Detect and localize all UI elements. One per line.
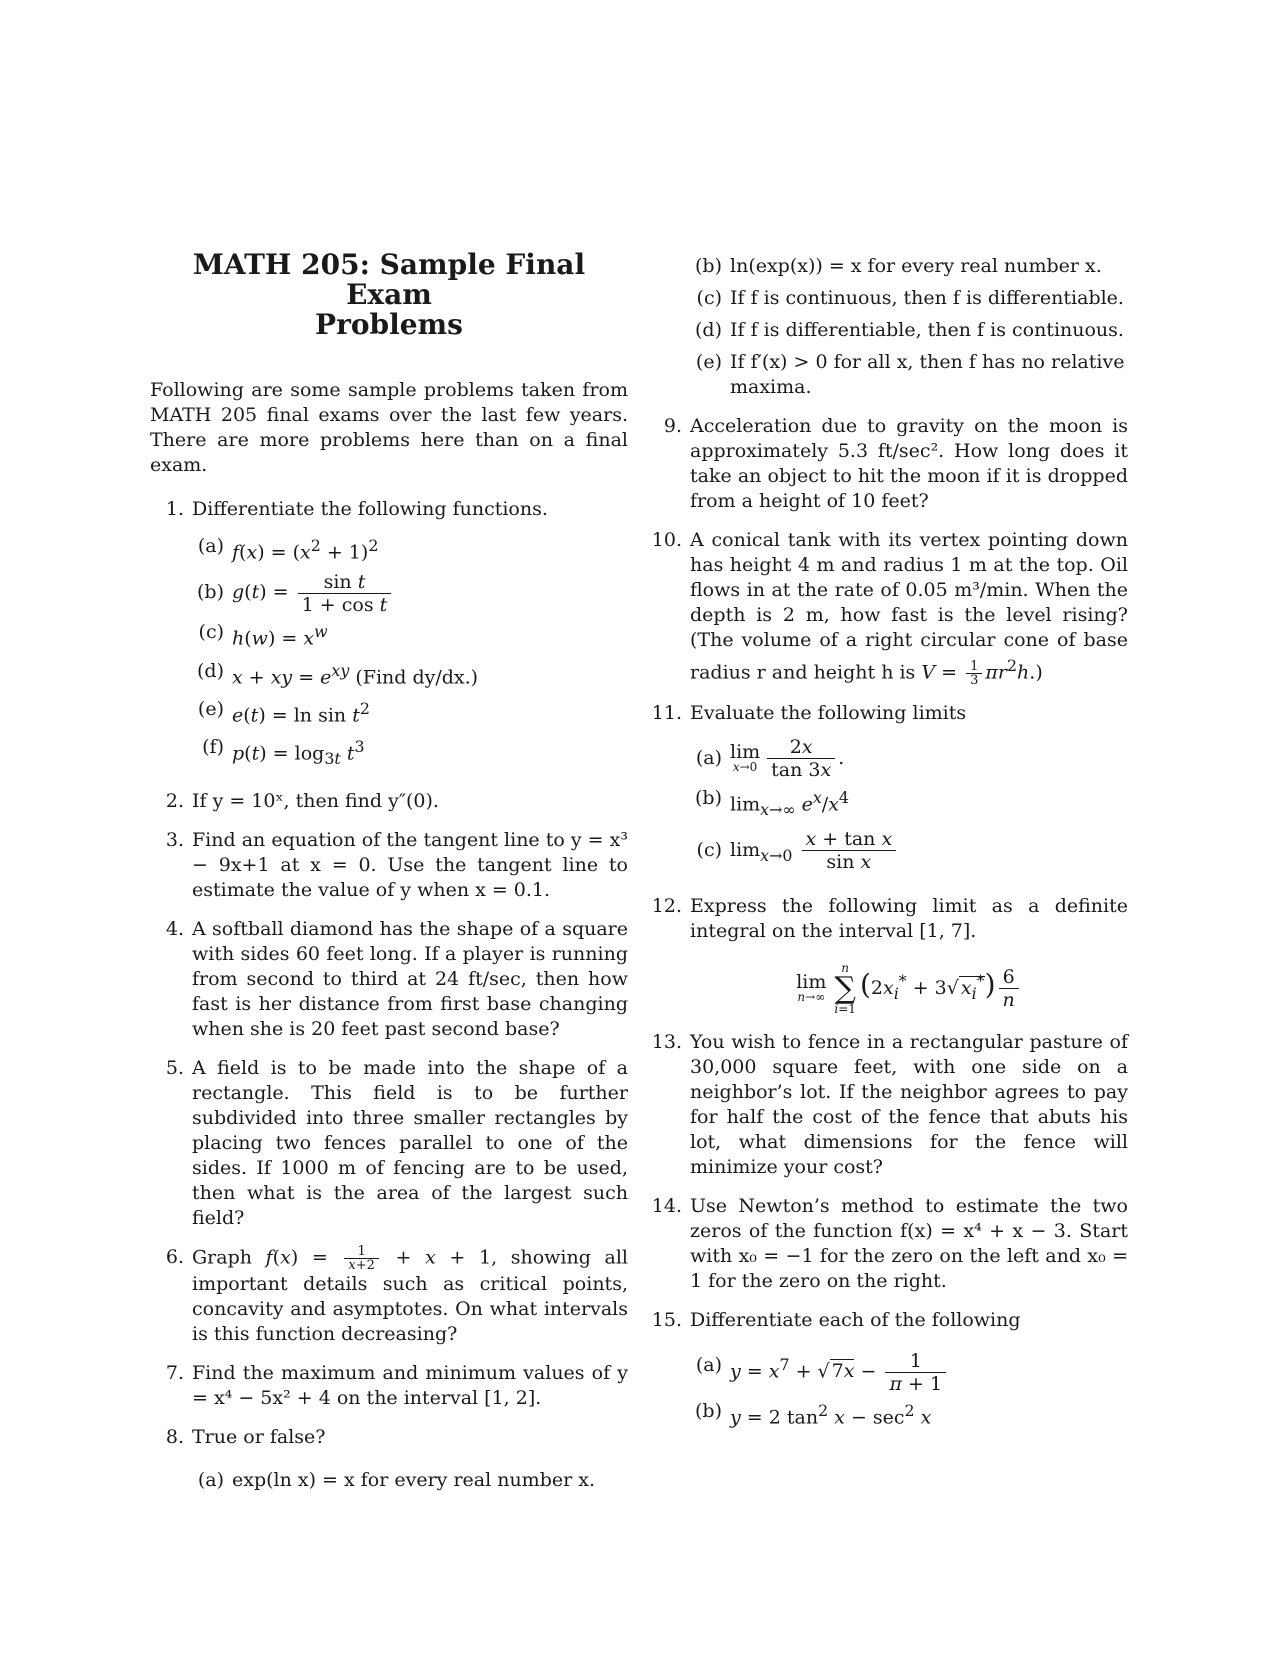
- subproblem-c: (c) $h(w) = x^w$: [198, 621, 328, 650]
- subproblem-a: (a) lim x→0 $\frac{2x}{\tan 3x}$ .: [695, 736, 845, 782]
- problem-13: [648, 1030, 1128, 1180]
- problem-11: [648, 701, 1128, 880]
- problem-4: [150, 917, 628, 1042]
- subproblem-a: (a) $y = x^7$ + √ 7x − $\frac{1}{\pi + 1}$: [690, 1341, 1128, 1395]
- subproblem-list: [690, 250, 1128, 400]
- problem-2: [150, 789, 628, 814]
- problem-number: 9.: [663, 415, 682, 437]
- subproblem-list: [690, 734, 1128, 880]
- problem-text: Express the following limit as a definite integral on the interval [1, 7].: [690, 894, 1128, 942]
- subproblem-list: [192, 1464, 628, 1496]
- problem-15: [648, 1308, 1128, 1434]
- problem-text: Acceleration due to gravity on the moon is approximately 5.3 ft/sec². How long does it take an object to hit the moon if it is dropped from a height of 10 feet?: [690, 415, 1128, 512]
- page-title: [150, 250, 628, 340]
- problem-text: Differentiate the following functions.: [192, 498, 548, 520]
- problem-3: [150, 828, 628, 903]
- problem-7: [150, 1361, 628, 1411]
- fraction: $\frac{1}{\pi + 1}$: [885, 1350, 946, 1395]
- problem-number: 14.: [651, 1194, 682, 1217]
- subproblem-e: (e) If f′(x) > 0 for all x, then f has no relative maxima.: [695, 351, 1125, 398]
- problem-number: 1.: [165, 498, 184, 520]
- problem-9: [648, 414, 1128, 514]
- problem-number: 6.: [165, 1246, 184, 1269]
- problem-10: 10. A conical tank with its vertex pointing down has height 4 m and radius 1 m at the top. Oil flows in at the rate of 0.05 m³/min. When the depth is 2 m, how fast is the level rising? (The volume of a right circular cone of base radius r and height h is V = $\frac{1}{3}$ $\pi r^2h$.): [648, 528, 1128, 687]
- subproblem-c: (c) $\lim_{x\to 0}$ $\frac{\text{x + tan x}}{\text{sin x}}$: [690, 826, 1128, 880]
- problem-5: [150, 1056, 628, 1231]
- limit-operator: lim n→∞: [796, 971, 827, 1005]
- fraction: $\frac{\text{sin t}}{\text{1 + cos t}}$: [298, 571, 392, 616]
- problem-number: 4.: [165, 918, 184, 941]
- subproblem-b: (b) g(t) = $\frac{\text{sin t}}{\text{1 + cos t}}$: [192, 568, 628, 616]
- title-line-2: Problems: [315, 308, 463, 341]
- problem-text: Find an equation of the tangent line to y = x³ − 9x+1 at x = 0. Use the tangent line to estimate the value of y when x = 0.1.: [192, 829, 628, 902]
- problem-6: 6. Graph f(x) = $\frac{1}{x+2}$ + x + 1, showing all important details such as critical points, concavity and asymptotes. On what intervals is this function decreasing?: [150, 1245, 628, 1347]
- problem-text: Graph: [192, 1246, 252, 1269]
- problem-8: [150, 1425, 628, 1496]
- problem-number: 12.: [651, 894, 682, 917]
- subproblem-b: (b) ln(exp(x)) = x for every real number x.: [695, 255, 1102, 277]
- fraction: $\frac{6}{n}$: [999, 966, 1019, 1011]
- subproblem-a: (a) $f(x) = (x^2 + 1)^2$: [197, 535, 379, 564]
- problem-number: 5.: [165, 1057, 184, 1080]
- problem-text: Differentiate each of the following: [690, 1308, 1021, 1331]
- problem-number: 3.: [165, 829, 184, 852]
- problem-14: [648, 1194, 1128, 1294]
- riemann-sum-formula: lim n→∞ n ∑ i=1 ($2x_i^* + 3√$ $x_i^*$) $\frac{6}{n}$: [690, 962, 1128, 1016]
- problem-number: 10.: [651, 529, 682, 551]
- title-line-1: MATH 205: Sample Final Exam: [192, 248, 586, 311]
- problem-text-continued: , showing all important details such as critical points, concavity and asymptotes. On what intervals is this function decreasing?: [192, 1246, 629, 1346]
- fraction: $\frac{\text{x + tan x}}{\text{sin x}}$: [802, 828, 897, 873]
- fraction: $\frac{1}{3}$: [966, 660, 982, 687]
- left-column: [150, 250, 628, 1496]
- intro-paragraph: Following are some sample problems taken from MATH 205 final exams over the last few years. There are more problems here than on a final exam.: [150, 379, 628, 476]
- problem-number: 7.: [165, 1362, 184, 1385]
- problem-text: A softball diamond has the shape of a square with sides 60 feet long. If a player is running from second to third at 24 ft/sec, then how fast is her distance from first base changing when she is 20 feet past second base?: [192, 918, 628, 1041]
- problem-12: [648, 894, 1128, 1016]
- problem-number: 8.: [165, 1426, 184, 1449]
- problem-text: Find the maximum and minimum values of y = x⁴ − 5x² + 4 on the interval [1, 2].: [192, 1362, 628, 1410]
- problem-number: 11.: [651, 701, 682, 724]
- fraction: $\frac{1}{x+2}$: [344, 1245, 379, 1272]
- subproblem-d: (d) x + xy = $e^{xy}$ (Find dy/dx.): [197, 659, 479, 688]
- problem-text: Evaluate the following limits: [690, 701, 967, 724]
- subproblem-f: (f) $p(t) = \log_{3t} t^3$: [202, 736, 365, 769]
- problem-8-continued: [648, 250, 1128, 400]
- subproblem-e: (e) $e(t) = \ln \sin t^2$: [197, 697, 370, 727]
- problem-number: 2.: [165, 790, 184, 813]
- fraction: $\frac{2x}{\tan 3x}$: [767, 736, 835, 781]
- subproblem-c: (c) If f is continuous, then f is differentiable.: [696, 287, 1124, 309]
- summation-operator: n ∑ i=1: [834, 960, 856, 1016]
- subproblem-list: [690, 1341, 1128, 1434]
- problem-text: You wish to fence in a rectangular pasture of 30,000 square feet, with one side on a neighbor’s lot. If the neighbor agrees to pay for half the cost of the fence that abuts his lot, what dimensions for the fence will minimize your cost?: [690, 1030, 1128, 1178]
- limit-operator: lim x→0: [730, 741, 761, 775]
- problem-text: Use Newton’s method to estimate the two zeros of the function f(x) = x⁴ + x − 3. Start with x₀ = −1 for the zero on the left and x₀ = 1 for the zero on the right.: [690, 1194, 1128, 1292]
- subproblem-d: (d) If f is differentiable, then f is continuous.: [695, 319, 1124, 341]
- subproblem-list: [192, 530, 628, 775]
- problem-text: A field is to be made into the shape of a rectangle. This field is to be further subdivided into three smaller rectangles by placing two fences parallel to one of the sides. If 1000 m of fencing are to be used, then what is the area of the largest such field?: [192, 1057, 628, 1230]
- subproblem-b: (b) y = 2 $\tan^2 x - \sec^2 x$: [695, 1400, 932, 1429]
- problem-text: A conical tank with its vertex pointing down has height 4 m and radius 1 m at the top. Oil flows in at the rate of 0.05 m³/min. When the depth is 2 m, how fast is the level rising? (The volume of a right circular cone of base radius r and height h is: [690, 529, 1128, 684]
- problem-1: [150, 497, 628, 775]
- problem-number: 13.: [651, 1030, 682, 1053]
- subproblem-b: (b) $\lim_{x\to\infty} e^x/x^4$: [695, 786, 849, 819]
- problem-text: True or false?: [192, 1426, 326, 1449]
- problem-text: If y = 10ˣ, then find y″(0).: [192, 790, 439, 813]
- subproblem-a: (a) exp(ln x) = x for every real number x.: [197, 1469, 595, 1492]
- right-column: [648, 250, 1128, 1433]
- problem-number: 15.: [651, 1308, 682, 1331]
